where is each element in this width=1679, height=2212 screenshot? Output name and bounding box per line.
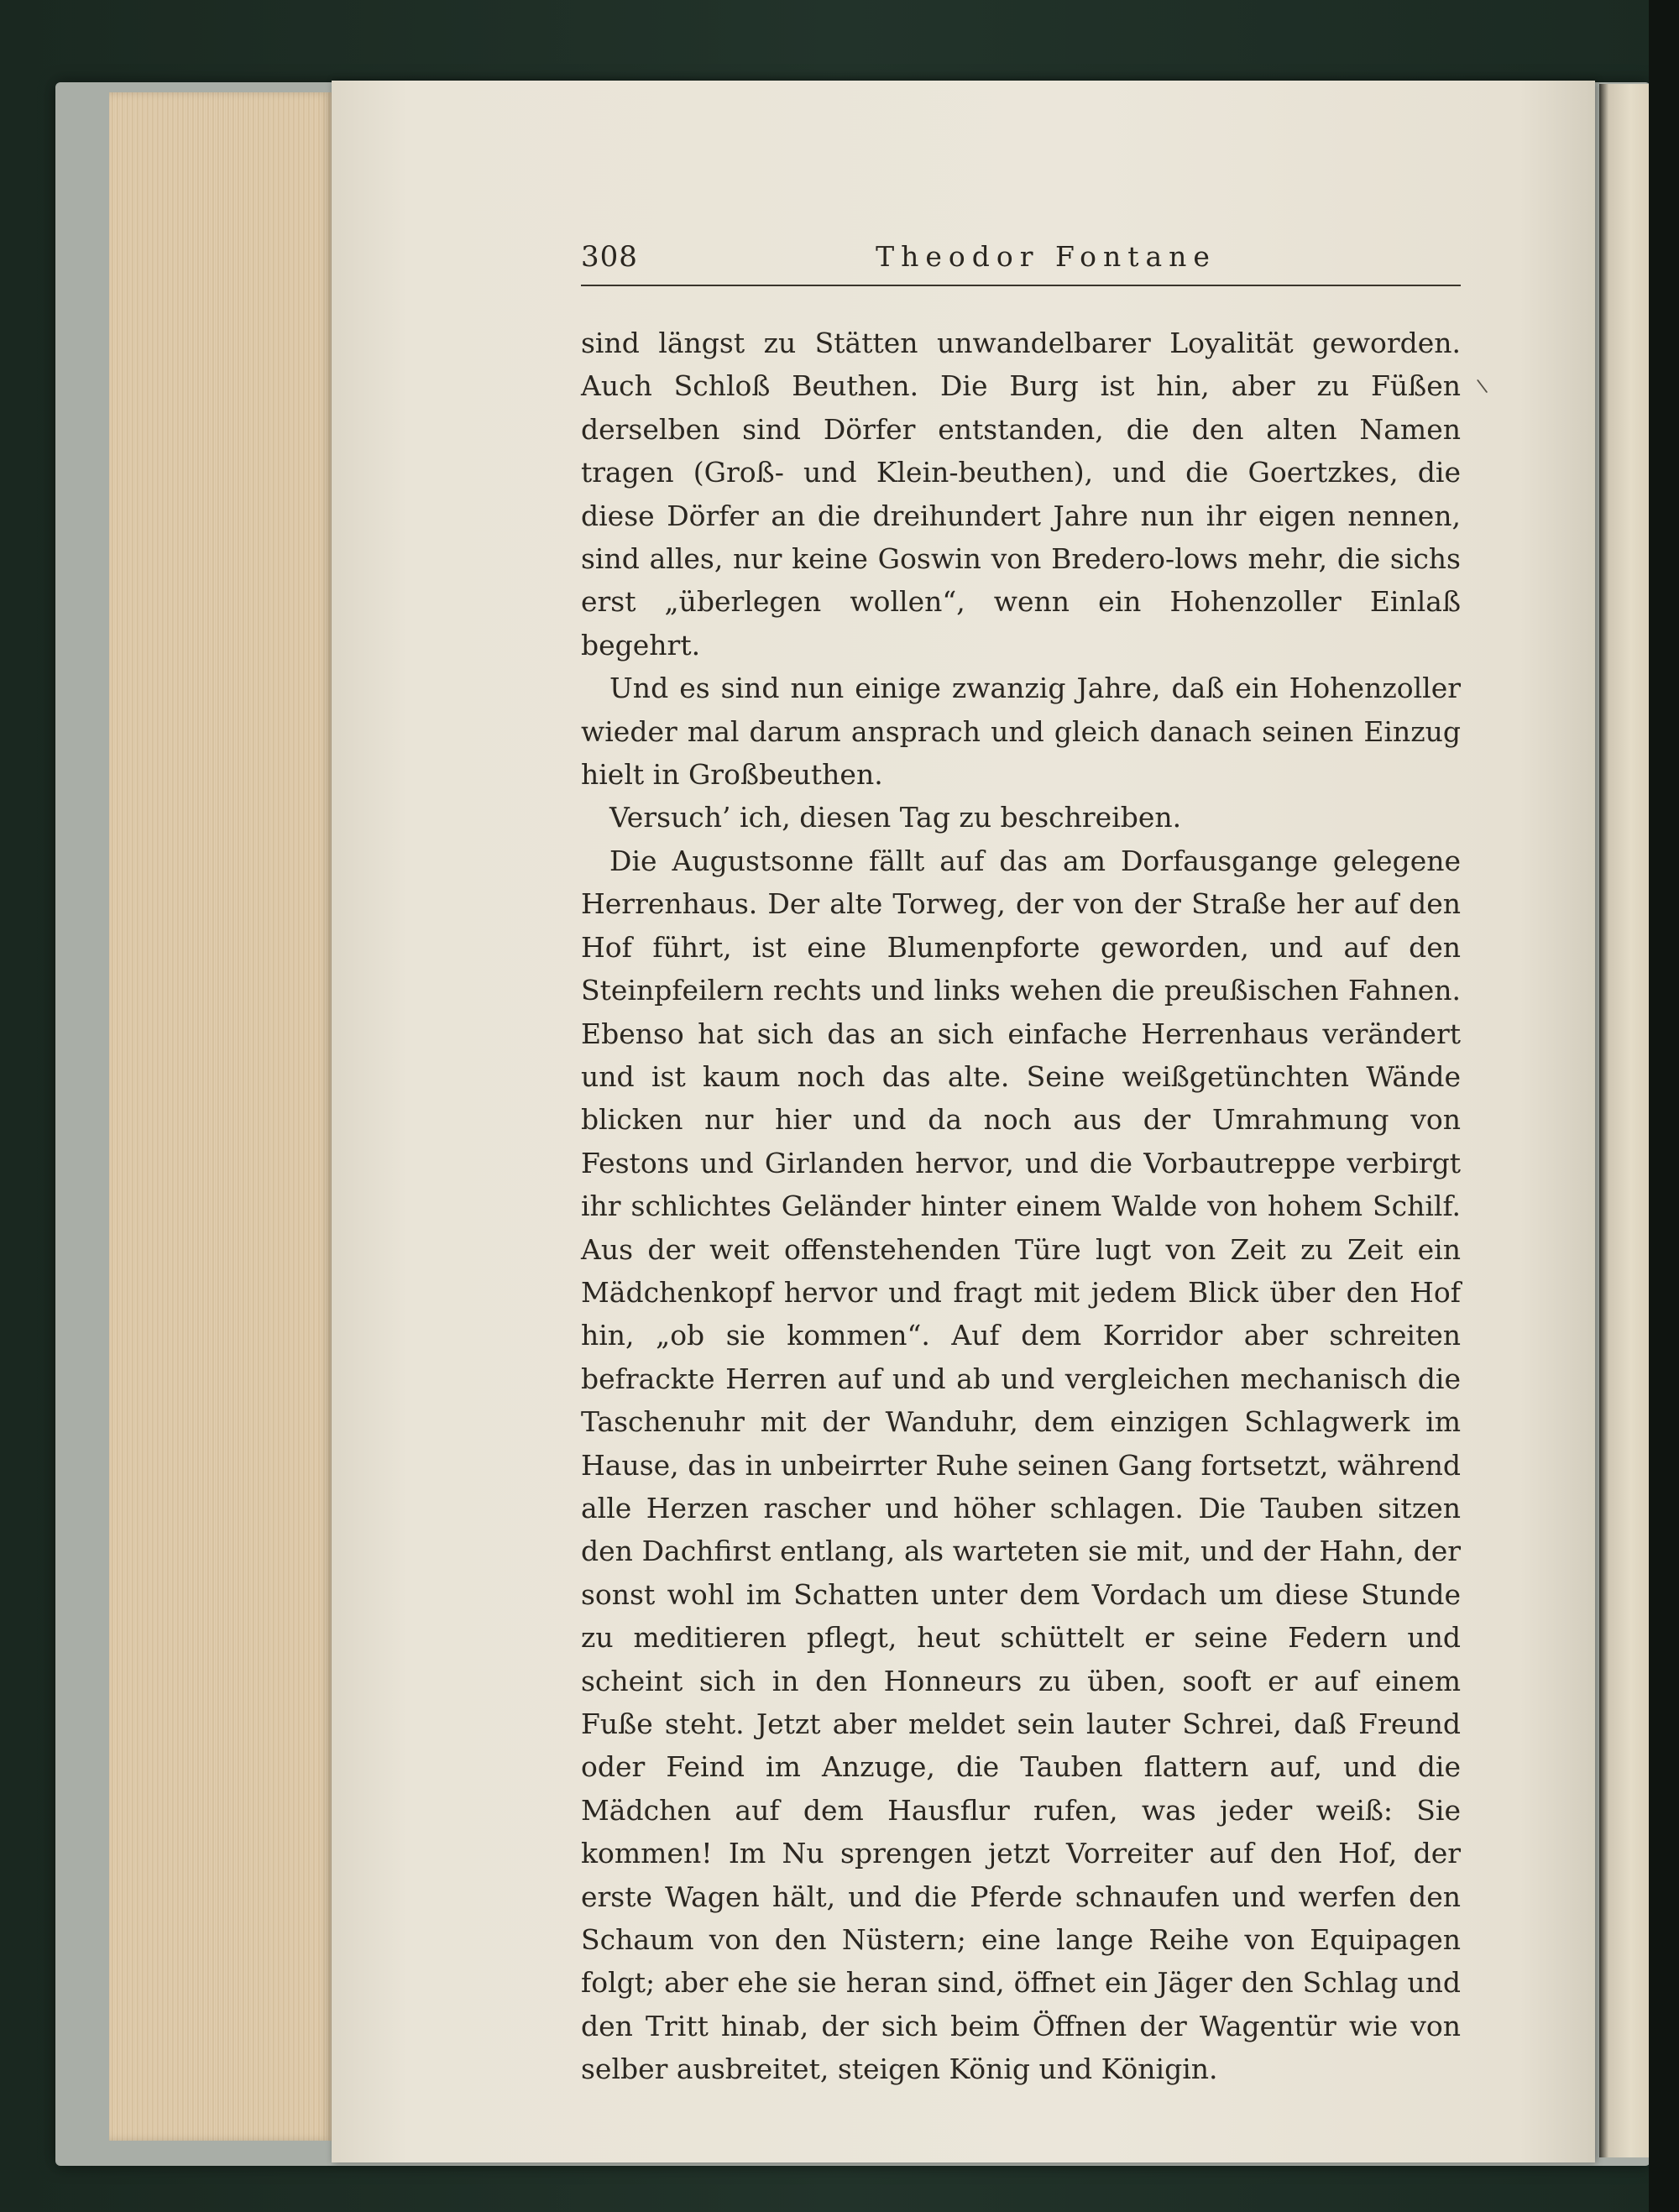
- facing-page-edge: [1599, 84, 1651, 2157]
- body-text: [581, 322, 1461, 2091]
- paragraph-4: Die Augustsonne fällt auf das am Dorfausgange gelegene Herrenhaus. Der alte Torweg, der von der Straße her auf den Hof führt, ist eine Blumenpforte geworden, und auf den Steinpfeilern rechts und links wehen die preußischen Fahnen. Ebenso hat sich das an sich einfache Herrenhaus verändert und ist kaum noch das alte. Seine weißgetünchten Wände blicken nur hier und da noch aus der Umrahmung von Festons und Girlanden hervor, und die Vorbautreppe verbirgt ihr schlichtes Geländer hinter einem Walde von hohem Schilf. Aus der weit offenstehenden Türe lugt von Zeit zu Zeit ein Mädchenkopf hervor und fragt mit jedem Blick über den Hof hin, „ob sie kommen“. Auf dem Korridor aber schreiten befrackte Herren auf und ab und vergleichen mechanisch die Taschenuhr mit der Wanduhr, dem einzigen Schlagwerk im Hause, das in unbeirrter Ruhe seinen Gang fortsetzt, während alle Herzen rascher und höher schlagen. Die Tauben sitzen den Dachfirst entlang, als warteten sie mit, und der Hahn, der sonst wohl im Schatten unter dem Vordach um diese Stunde zu meditieren pflegt, heut schüttelt er seine Federn und scheint sich in den Honneurs zu üben, sooft er auf einem Fuße steht. Jetzt aber meldet sein lauter Schrei, daß Freund oder Feind im Anzuge, die Tauben flattern auf, und die Mädchen auf dem Hausflur rufen, was jeder weiß: Sie kommen! Im Nu sprengen jetzt Vorreiter auf den Hof, der erste Wagen hält, und die Pferde schnaufen und werfen den Schaum von den Nüstern; eine lange Reihe von Equipagen folgt; aber ehe sie heran sind, öffnet ein Jäger den Schlag und den Tritt hinab, der sich beim Öffnen der Wagentür wie von selber ausbreitet, steigen König und Königin.: [581, 844, 1461, 2086]
- background-edge: [1649, 0, 1679, 2212]
- header-rule: [581, 285, 1461, 286]
- running-head: Theodor Fontane: [876, 240, 1216, 273]
- page-number: 308: [581, 240, 638, 274]
- paragraph-1: sind längst zu Stätten unwandelbarer Loyalität geworden. Auch Schloß Beuthen. Die Burg ist hin, aber zu Füßen derselben sind Dörfer entstanden, die den alten Namen tragen (Groß- und Klein-beuthen), und die Goertzkes, die diese Dörfer an die dreihundert Jahre nun ihr eigen nennen, sind alles, nur keine Goswin von Bredero-lows mehr, die sichs erst „überlegen wollen“, wenn ein Hohenzoller Einlaß begehrt.: [581, 327, 1461, 662]
- paragraph-2: Und es sind nun einige zwanzig Jahre, daß ein Hohenzoller wieder mal darum ansprach und gleich danach seinen Einzug hielt in Großbeuthen.: [581, 672, 1461, 792]
- page-header: [581, 240, 1461, 282]
- paragraph-3: Versuch’ ich, diesen Tag zu beschreiben.: [609, 801, 1182, 834]
- page-edges: [109, 92, 332, 2141]
- margin-mark: \: [1475, 375, 1489, 398]
